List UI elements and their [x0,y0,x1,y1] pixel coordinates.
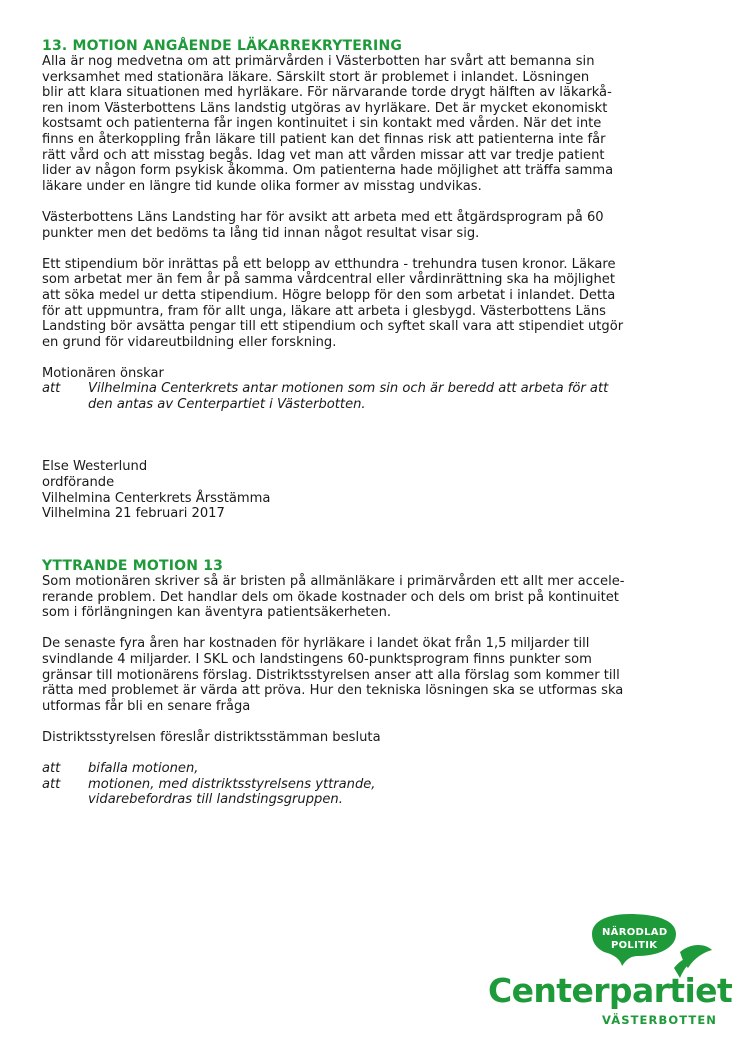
att-keyword: att [42,776,61,792]
text-line: Landsting bör avsätta pengar till ett stipendium och syftet skall vara att stipendiet utgör [42,319,624,335]
text-line: svindlande 4 miljarder. I SKL och landstingens 60-punktsprogram finns punkter som [42,651,592,667]
logo-region: VÄSTERBOTTEN [602,1013,718,1027]
document-page [42,38,712,808]
text-line: Västerbottens Läns Landsting har för avsikt att arbeta med ett åtgärdsprogram på 60 [42,209,604,225]
bubble-line-2: POLITIK [611,940,658,951]
text-line: Vilhelmina Centerkrets antar motionen som sin och är beredd att arbeta för att [88,381,609,397]
motion-paragraph-2 [42,210,712,241]
motion-heading: 13. MOTION ANGÅENDE LÄKARREKRYTERING [42,38,403,54]
text-line: kostsamt och patienterna får ingen kontinuitet i sin kontakt med vården. När det inte [42,116,602,132]
signature-block [42,459,712,521]
text-line: vidarebefordras till landstingsgruppen. [88,792,343,808]
logo-wordmark: Centerpartiet [488,971,733,1010]
bubble-line-1: NÄRODLAD [602,927,668,938]
text-line: finns en återkoppling från läkare till patient kan det finnas risk att patienterna inte får [42,131,606,147]
text-line: för att uppmuntra, fram för allt unga, läkare att arbeta i glesbygd. Västerbottens Läns [42,303,606,319]
text-line: lider av någon form psykisk åkomma. Om patienterna hade möjlighet att träffa samma [42,163,614,179]
text-line: rerande problem. Det handlar dels om ökade kostnader och dels om brist på kontinuitet [42,589,619,605]
att-keyword: att [42,761,61,777]
text-line: rätta med problemet är värda att pröva. Hur den tekniska lösningen ska se utformas ska [42,683,624,699]
decision-clause-2 [42,777,712,808]
text-line: som i förlängningen kan äventyra patientsäkerheten. [42,605,392,621]
text-line: att söka medel ur detta stipendium. Högre belopp för den som arbetat i inlandet. Detta [42,287,616,303]
text-line: De senaste fyra åren har kostnaden för hyrläkare i landet ökat från 1,5 miljarder till [42,636,590,652]
motion-paragraph-3 [42,257,712,351]
centerpartiet-logo [480,912,733,1032]
text-line: Alla är nog medvetna om att primärvården i Västerbotten har svårt att bemanna sin [42,54,595,69]
signature-title: ordförande [42,475,115,491]
signature-org: Vilhelmina Centerkrets Årsstämma [42,490,271,506]
text-line: bifalla motionen, [88,761,199,777]
statement-paragraph-1 [42,574,712,621]
text-line: ren inom Västerbottens Läns landstig utgöras av hyrläkare. Det är mycket ekonomiskt [42,100,608,116]
text-line: Ett stipendium bör inrättas på ett belopp av etthundra - trehundra tusen kronor. Läkare [42,256,616,272]
text-line: verksamhet med stationära läkare. Särskilt stort är problemet i inlandet. Lösningen [42,69,590,85]
statement-paragraph-2 [42,636,712,714]
statement-heading: YTTRANDE MOTION 13 [42,558,224,574]
request-label: Motionären önskar [42,365,164,381]
signature-name: Else Westerlund [42,459,148,475]
att-keyword: att [42,381,61,397]
text-line: läkare under en längre tid kunde olika former av misstag undvikas. [42,178,482,194]
text-line: blir att klara situationen med hyrläkare. För närvarande torde drygt hälften av läkarkå- [42,85,612,101]
signature-date: Vilhelmina 21 februari 2017 [42,506,225,522]
motion-paragraph-1 [42,54,712,194]
att-clause [42,381,712,412]
text-line: Som motionären skriver så är bristen på allmänläkare i primärvården ett allt mer accele- [42,574,625,589]
decision-clause-1 [42,761,712,777]
text-line: utformas får bli en senare fråga [42,698,251,714]
text-line: gränsar till motionärens förslag. Distriktsstyrelsen anser att alla förslag som kommer till [42,667,620,683]
proposal-label: Distriktsstyrelsen föreslår distriktsstämman besluta [42,729,381,745]
text-line: motionen, med distriktsstyrelsens yttrande, [88,776,376,792]
text-line: punkter men det bedöms ta lång tid innan något resultat visar sig. [42,225,480,241]
text-line: den antas av Centerpartiet i Västerbotten. [88,397,366,413]
text-line: som arbetat mer än fem år på samma vårdcentral eller vårdinrättning ska ha möjlighet [42,272,615,288]
text-line: rätt vård och att misstag begås. Idag vet man att vården missar att var tredje patient [42,147,605,163]
text-line: en grund för vidareutbildning eller forskning. [42,334,337,350]
